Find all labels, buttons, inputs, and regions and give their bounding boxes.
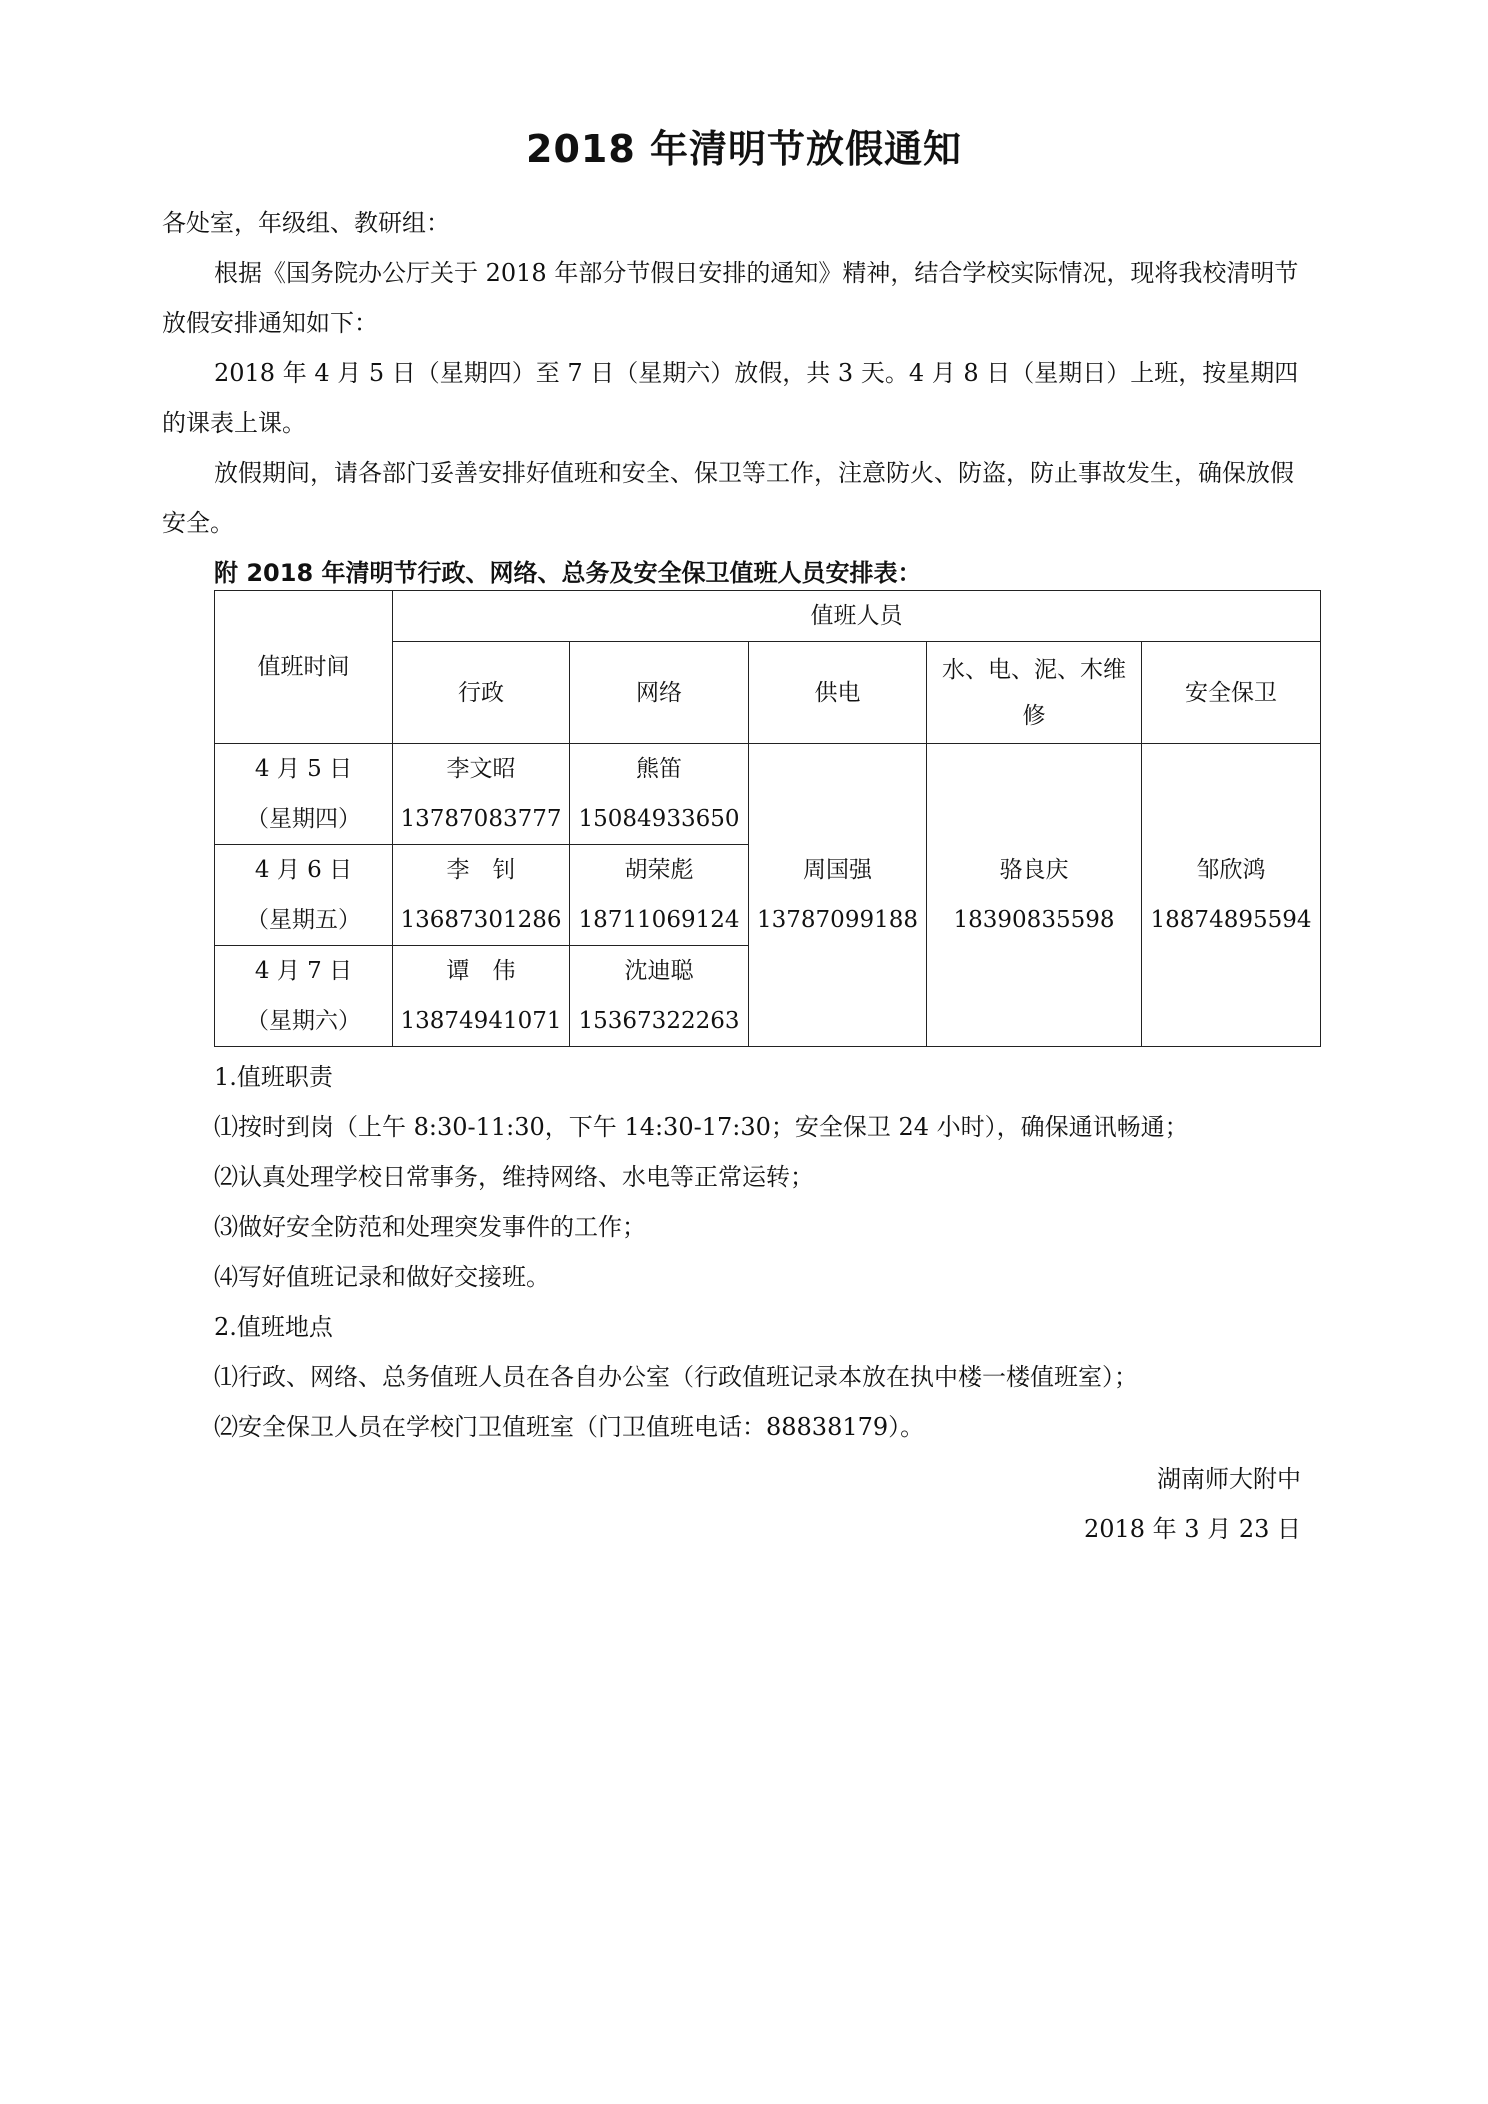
network-name: 熊笛 (636, 756, 682, 782)
admin-phone: 13787083777 (400, 806, 562, 832)
header-admin: 行政 (393, 642, 570, 744)
admin-cell (393, 744, 570, 845)
security-name: 邹欣鸿 (1196, 857, 1266, 883)
locations-heading: 2.值班地点 (214, 1313, 333, 1341)
header-power: 供电 (749, 642, 927, 744)
admin-phone: 13874941071 (400, 1008, 562, 1034)
weekday-label: （星期四） (246, 806, 361, 832)
admin-cell (393, 845, 570, 946)
attachment-title: 附 2018 年清明节行政、网络、总务及安全保卫值班人员安排表： (214, 559, 922, 587)
repair-cell (927, 744, 1142, 1047)
header-repair (927, 642, 1142, 744)
duty-item: ⑶做好安全防范和处理突发事件的工作； (214, 1213, 646, 1241)
duty-item: ⑷写好值班记录和做好交接班。 (214, 1263, 550, 1291)
date-cell (215, 744, 393, 845)
duty-item: ⑴按时到岗（上午 8:30-11:30，下午 14:30-17:30；安全保卫 24 小时），确保通讯畅通； (214, 1113, 1189, 1141)
security-cell (1142, 744, 1321, 1047)
paragraph-schedule: 2018 年 4 月 5 日（星期四）至 7 日（星期六）放假，共 3 天。4 月 8 日（星期日）上班，按星期四的课表上课。 (162, 359, 1299, 437)
power-name: 周国强 (803, 857, 872, 883)
repair-phone: 18390835598 (953, 907, 1115, 933)
header-security: 安全保卫 (1142, 642, 1321, 744)
power-cell (749, 744, 927, 1047)
network-name: 胡荣彪 (624, 857, 694, 883)
network-name: 沈迪聪 (624, 958, 694, 984)
date-cell (215, 845, 393, 946)
date-cell (215, 946, 393, 1047)
duty-roster-table (214, 590, 1321, 1047)
salutation: 各处室，年级组、教研组： (162, 209, 450, 237)
admin-name: 谭 伟 (446, 958, 516, 984)
date-label: 4 月 5 日 (254, 756, 353, 782)
header-duty-staff: 值班人员 (393, 591, 1321, 642)
table-row (215, 744, 1321, 845)
network-cell (570, 744, 749, 845)
network-phone: 18711069124 (578, 907, 740, 933)
paragraph-intro: 根据《国务院办公厅关于 2018 年部分节假日安排的通知》精神，结合学校实际情况，现将我校清明节放假安排通知如下： (162, 259, 1299, 337)
admin-name: 李文昭 (446, 756, 516, 782)
signature-org: 湖南师大附中 (1157, 1465, 1301, 1493)
header-duty-time: 值班时间 (215, 591, 393, 744)
admin-name: 李 钊 (446, 857, 516, 883)
header-repair-label: 水、电、泥、木维修 (942, 656, 1126, 729)
admin-cell (393, 946, 570, 1047)
signature-date: 2018 年 3 月 23 日 (1083, 1515, 1301, 1543)
repair-name: 骆良庆 (999, 857, 1069, 883)
location-item: ⑵安全保卫人员在学校门卫值班室（门卫值班电话：88838179）。 (214, 1413, 925, 1441)
security-phone: 18874895594 (1150, 907, 1312, 933)
date-label: 4 月 7 日 (254, 958, 353, 984)
admin-phone: 13687301286 (400, 907, 562, 933)
power-phone: 13787099188 (757, 907, 918, 933)
date-label: 4 月 6 日 (254, 857, 353, 883)
paragraph-safety: 放假期间，请各部门妥善安排好值班和安全、保卫等工作，注意防火、防盗，防止事故发生，确保放假安全。 (162, 459, 1294, 537)
network-phone: 15084933650 (578, 806, 740, 832)
duties-heading: 1.值班职责 (214, 1063, 333, 1091)
network-phone: 15367322263 (578, 1008, 740, 1034)
weekday-label: （星期五） (246, 907, 361, 933)
network-cell (570, 845, 749, 946)
weekday-label: （星期六） (246, 1008, 361, 1034)
notice-title: 2018 年清明节放假通知 (526, 127, 962, 171)
location-item: ⑴行政、网络、总务值班人员在各自办公室（行政值班记录本放在执中楼一楼值班室）； (214, 1363, 1138, 1391)
duty-item: ⑵认真处理学校日常事务，维持网络、水电等正常运转； (214, 1163, 814, 1191)
header-network: 网络 (570, 642, 749, 744)
network-cell (570, 946, 749, 1047)
